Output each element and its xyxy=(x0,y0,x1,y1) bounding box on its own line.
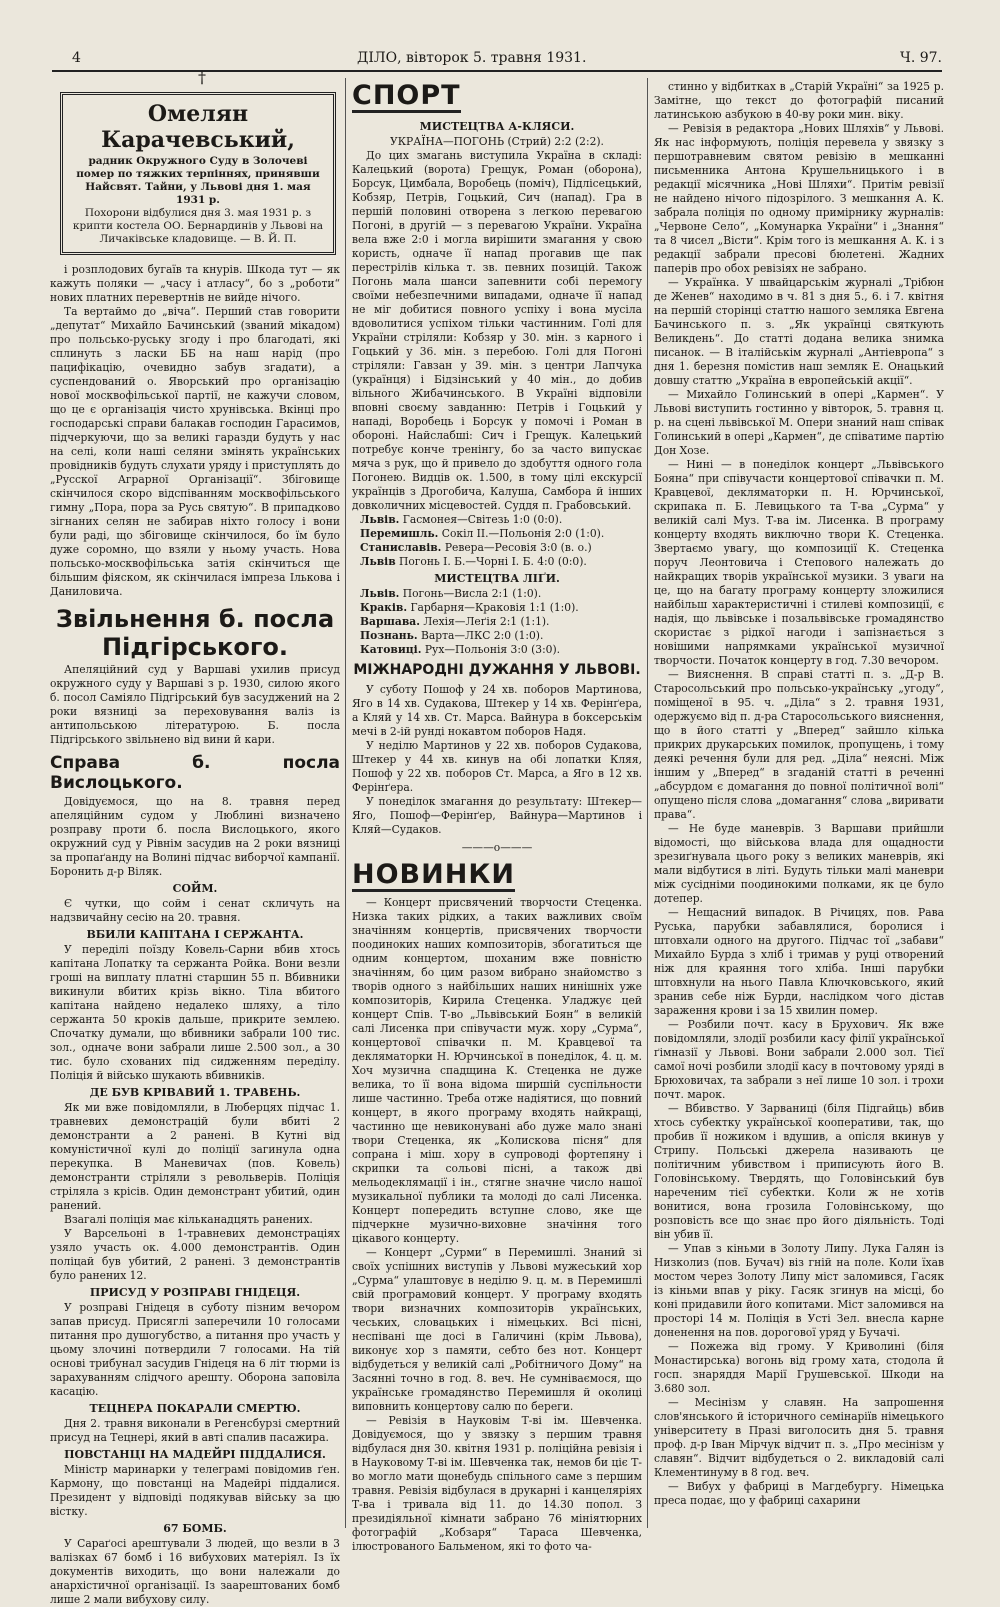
subheading: МИСТЕЦТВА А-КЛЯСИ. xyxy=(419,120,575,133)
result-score: Гасмонея—Світезь 1:0 (0:0). xyxy=(402,513,563,526)
result-line xyxy=(352,587,642,601)
article-text: — Ревізія в Науковім Т-ві ім. Шевченка. Довідуємося, що у звязку з першим травня відбулася дня 30. квітня 1931 р. поліційна ревізія і в Науковому Т-ві ім. Шевченка так, немов би ціє Т-во могло мати щонебудь спільного саме з першим травня. Ревізія відбулася в друкарні і канцеляріях Т-ва і тривала від 11. до 14.30 попол. З президіяльної кімнати забрано 76 мініятюрних фотографій „Кобзаря“ Тараса Шевченка, ілюстрованого Бальменом, які то фото ча- xyxy=(352,1414,642,1553)
article-text: — Месінізм у славян. На запрошення слов'янського й історичного семінаріїв німецького університету в Празі виголосить дня 5. травня проф. д-р Іван Мірчук відчит п. з. „Про месінізм у славян“. Відчит відбудеться о 2. викладовій салі Клементинуму в 8 год. веч. xyxy=(654,1396,944,1479)
article-text: Міністр маринарки у телеграмі повідомив ґен. Кармону, що повстанці на Мадейрі піддалися. Президент у відповіді подякував війську за цю вістку. xyxy=(50,1463,340,1518)
result-score: Погонь—Висла 2:1 (1:0). xyxy=(402,587,542,600)
article-text: — Концерт присвячений творчости Стеценка. Низка таких рідких, а таких важливих своїм значінням концертів, присвячених творчости поодиноких наших композиторів, збогатиться ще одним концертом, шоханим вже повністю значінням, бо цим разом вибрано знайомство з творів одного з найбільших наших нинішніх уже композиторів, Кирила Стеценка. Уладжує цей концерт Спів. Т-во „Львівський Боян“ в великій салі Лисенка при співучасти муж. хору „Сурма“, концертової співачки п. М. Кравцевої та декляматорки Н. Юрчинської в понеділок, 4. ц. м. Хоч музична спадщина К. Стеценка не дуже велика, то її вона відома ширшій суспільности лише частинно. Треба отже надіятися, що повний концерт, в якого програму входять найкращі, частинно ще невиконувані або дуже мало знані твори Стеценка, як „Колискова пісня“ для сопрана і міш. хору в супроводі фортепяну і скрипки та сольові пісні, а також дві мельодеклямації і ін., стягне значне число нашої музикальної публики та молоді до салі Лисенка. Концерт попередить вступне слово, яке ще підчеркне музично-виховне значіння того цікавого концерту. xyxy=(352,896,642,1245)
cross-icon: † xyxy=(198,68,206,87)
result-city: Варшава. xyxy=(360,615,420,628)
article-text: — Концерт „Сурми“ в Перемишлі. Знаний зі своїх успішних виступів у Львові мужеський хор „Сурма“ улаштовує в неділю 9. ц. м. в Перемишлі свій програмовий концерт. У програму входять твори визначних композиторів українських, чеських, словацьких і німецьких. Всі пісні, неспівані ще досі в Галичині (крім Львова), виконує хор з памяти, себто без нот. Концерт відбудеться у великій салі „Робітничого Дому“ на Засянні точно в год. 8. веч. Не сумніваємося, що українське громадянство Перемишля й околиці виповнить концертову салю по береги. xyxy=(352,1246,642,1413)
subheading: СОЙМ. xyxy=(172,882,218,895)
article-text: — Михайло Голинський в опері „Кармен“. У Львові виступить гостинно у вівторок, 5. травня ц. р. на сцені львівської М. Опери знаний наш співак Голинський в опері „Кармен“, де співатиме партію Дон Хозе. xyxy=(654,388,944,457)
article-text: У Варсельоні в 1-травневих демонстраціях узяло участь ок. 4.000 демонстрантів. Один поліцай був убитий, 2 ранені. З демонстрантів було ранених 12. xyxy=(50,1227,340,1282)
result-score: Погонь I. Б.—Чорні I. Б. 4:0 (0:0). xyxy=(399,555,587,568)
page-number: 4 xyxy=(72,50,81,66)
headline: МІЖНАРОДНІ ДУЖАННЯ У ЛЬВОВІ. xyxy=(353,662,641,678)
headline: Звільнення б. посла Підгірського. xyxy=(55,605,335,661)
result-city: Львів. xyxy=(360,513,400,526)
result-line xyxy=(352,615,642,629)
article-text: Взагалі поліція має кільканадцять ранених. xyxy=(64,1213,313,1226)
issue-number: Ч. 97. xyxy=(900,50,942,66)
article-text: — Пожежа від грому. У Криволині (біля Монастирська) вогонь від грому хата, стодола й госп. знаряддя Марії Грушевської. Шкоди на 3.680 зол. xyxy=(654,1340,944,1395)
article-text: — Вибух у фабриці в Магдебургу. Німецька преса подає, що у фабриці сахарини xyxy=(654,1480,944,1507)
section-title-news: НОВИНКИ xyxy=(352,859,515,890)
result-city: Станиславів. xyxy=(360,541,442,554)
article-text: У розправі Гнідеця в суботу пізним вечором запав присуд. Присяглі заперечили 10 голосами питання про душогубство, а питання про участь у цьому злочині потвердили 7 голосами. На тій основі трибунал засудив Гнідеця на 6 літ тюрми із зарахуванням слідчого арешту. Оборона заповіла касацію. xyxy=(50,1301,340,1398)
section-title-sport: СПОРТ xyxy=(352,80,461,111)
result-city: Львів xyxy=(360,555,396,568)
result-line xyxy=(352,513,642,527)
subheading: ПРИСУД У РОЗПРАВІ ГНІДЕЦЯ. xyxy=(89,1286,301,1299)
column-1 xyxy=(50,68,340,1607)
column-2 xyxy=(352,80,642,1554)
result-score: Сокіл II.—Польонія 2:0 (1:0). xyxy=(441,527,605,540)
obituary-box xyxy=(60,68,336,255)
article-text: Як ми вже повідомляли, в Люберцях підчас 1. травневих демонстрацій були вбиті 2 демонстранти а 2 ранені. В Кутні від комуністичної кулі до поліції загинула одна перекупка. В Маневичах (пов. Ковель) демонстранти стріляли з револьверів. Поліція стріляла з крісів. Один демонстрант убитий, один ранений. xyxy=(50,1101,340,1212)
article-text: і розплодових бугаїв та кнурів. Шкода тут — як кажуть поляки — „часу і атласу“, бо з „роботи“ нових платних перевертнів не вийде нічого. xyxy=(50,263,340,304)
article-text: У переділі поїзду Ковель-Сарни вбив хтось капітана Лопатку та сержанта Ройка. Вони везли гроші на виплату платні старшин 55 п. Вбивники викинули вбитих крізь вікно. Тіла вбитого капітана найдено недалеко шляху, а тіло сержанта 50 кроків дальше, прикрите землею. Спочатку думали, що вбивники забрали 100 тис. зол., одначе вони забрали лише 2.500 зол., а 30 тис. було схованих під сидженням переділу. Поліція й військо шукають вбивників. xyxy=(50,943,340,1082)
article-text: — Вбивство. У Зарваниці (біля Підгайць) вбив хтось субектку української кооперативи, так, що пробив її ножиком і вдушив, а опісля вкинув у Стрипу. Польські джерела називають це політичним убивством і приписують його В. Головінському. Твердять, що Головінський був нареченим тієї субектки. Коли ж не хотів вонитися, вона грозила Головінському, що розповість все що знає про його діяльність. Тоді він убив її. xyxy=(654,1102,944,1241)
page-header xyxy=(52,46,942,72)
article-text: — Розбили почт. касу в Брухович. Як вже повідомляли, злодії розбили касу філії української ґімназії у Львові. Вони забрали 2.000 зол. Тієї самої ночі розбили злодії касу в почтовому уряді в Брюховичах, та забрали з неї лише 10 зол. і трохи почт. марок. xyxy=(654,1018,944,1101)
result-city: Познань. xyxy=(360,629,418,642)
result-line xyxy=(352,527,642,541)
result-score: Гарбарня—Краковія 1:1 (1:0). xyxy=(410,601,579,614)
article-text: У суботу Пошоф у 24 хв. поборов Мартинова, Яго в 14 хв. Судакова, Штекер у 14 хв. Ферінґера, а Кляй у 14 хв. Ст. Марса. Вайнура в боксерськім мечі в 2-ій рунді нокавтом поборов Надя. xyxy=(352,683,642,738)
obituary-role: радник Окружного Суду в Золочеві xyxy=(88,155,308,167)
subheading: ТЕЦНЕРА ПОКАРАЛИ СМЕРТЮ. xyxy=(89,1402,301,1415)
obituary-funeral: Похорони відбулися дня 3. мая 1931 р. з крипти костела ОО. Бернардинів у Львові на Личаківське кладовище. — В. Й. П. xyxy=(72,207,324,245)
result-line xyxy=(352,541,642,555)
article-text: У понеділок змагання до результату: Штекер—Яго, Пошоф—Ферінґер, Вайнура—Мартинов і Кляй—Судаков. xyxy=(352,795,642,836)
match-title: УКРАЇНА—ПОГОНЬ (Стрий) 2:2 (2:2). xyxy=(390,135,604,148)
article-text: До цих змагань виступила Україна в складі: Калецький (ворота) Грещук, Роман (оборона), Борсук, Цимбала, Воробець (поміч), Підлісецький, Кобзяр, Петрів, Гоцький, Сич (напад). Гра в першій половині отворена з легкою перевагою Погоні, в другій — з перевагою України. Україна вела вже 2:0 і могла вирішити змагання у свою користь, одначе її напад прогавив ще пак перестрілів кілька т. зв. певних позицій. Також Погонь мала шанси запевнити собі перемогу своїми небезпечними випадами, одначе її напад не міг добитися повного успіху і вона мусіла вдоволитися успіхом тільки частинним. Голі для України стріляли: Кобзяр у 30. мін. з карного і Гоцький у 36. мін. з перебою. Голі для Погоні стріляли: Гавзан у 39. мін. з центри Лапчука (українця) і Бідзінський у 40 мін., до добив вільного Жибачинського. В Україні відповіли вповні своєму завданню: Петрів і Гоцький у нападі, Воробець і Борсук у помочі і Роман в обороні. Найслабші: Сич і Грещук. Калецький потребує конче тренінгу, бо за часто випускає мяча з рук, що й привело до здобуття одного гола Погонею. Видців ок. 1.500, в тому цілі екскурсії українців з Дрогобича, Калуша, Самбора й інших довколичних місцевостей. Суддя п. Грабовський. xyxy=(352,149,642,512)
obituary-name: Омелян Карачевський, xyxy=(101,101,295,153)
article-text: — Не буде маневрів. З Варшави прийшли відомості, що військова влада для ощадности зрезиґнувала цього року з великих маневрів, які мали відбутися в літі. Будуть тільки малі маневри між сусідніми поодинокими полками, як це було дотепер. xyxy=(654,822,944,905)
result-city: Катовиці. xyxy=(360,643,422,656)
article-text: У неділю Мартинов у 22 хв. поборов Судакова, Штекер у 44 хв. кинув на обі лопатки Кляя, Пошоф у 22 хв. поборов Ст. Марса, а Яго в 12 хв. Ферінґера. xyxy=(352,739,642,794)
results-list xyxy=(352,587,642,657)
results-list xyxy=(352,513,642,569)
masthead: ДІЛО, вівторок 5. травня 1931. xyxy=(357,50,587,66)
subheading: ВБИЛИ КАПІТАНА І СЕРЖАНТА. xyxy=(86,928,304,941)
headline: Справа б. посла Вислоцького. xyxy=(50,753,340,793)
result-city: Львів. xyxy=(360,587,400,600)
result-city: Перемишль. xyxy=(360,527,439,540)
result-line xyxy=(352,555,642,569)
subheading: МИСТЕЦТВА ЛІҐИ. xyxy=(434,572,560,585)
column-rule xyxy=(345,78,346,1528)
result-score: Ревера—Ресовія 3:0 (в. о.) xyxy=(444,541,592,554)
result-score: Рух—Польонія 3:0 (3:0). xyxy=(424,643,561,656)
article-text: стинно у відбитках в „Старій Україні“ за 1925 р. Замітне, що текст до фотографій писаний латинською азбукою в 40-ву роки мин. віку. xyxy=(654,80,944,121)
article-text: Апеляційний суд у Варшаві ухилив присуд окружного суду у Варшаві з р. 1930, силою якого б. посол Саміяло Підгірський був засуджений на 2 роки вязниці за переховування валіз із антипольською літературою. Б. посла Підгірського звільнено від вини й кари. xyxy=(50,663,340,746)
subheading: ПОВСТАНЦІ НА МАДЕЙРІ ПІДДАЛИСЯ. xyxy=(64,1448,326,1461)
article-text: Та вертаймо до „віча“. Перший став говорити „депутат“ Михайло Бачинський (званий мікадом) про польсько-руську згоду і про благодаті, які сплинуть з ласки ББ на наш нарід (про пацифікацію, очевидно забув згадати), а суспендований о. Яворський про організацію нової москвофільської партії, не кажучи словом, що це є організація чисто хрунівська. Вкінці про господарські справи балакав господин Гарасимов, підчеркуючи, що за великі гаразди будуть у нас на селі, коли наші селяни змінять українських провідників будуть слухати уряду і приступлять до „Русскої Аграрної Організації“. Збіговище скінчилося скоро відспіванням москвофільського гимну „Пора, пора за Русь святую“. В припадково зігнаних селян не забирав ніхто голосу і вони були раді, що збіговище скінчилося, бо їм було дуже соромно, що взяли у ньому участь. Нова польсько-москвофільська затія скінчиться ще більшим фіяском, як скінчилася імпреза Ількова і Даниловича. xyxy=(50,305,340,598)
article-text: У Сараґосі арештували 3 людей, що везли в 3 валізках 67 бомб і 16 вибухових матеріял. Із їх документів виходить, що вони належали до анархістичної організації. Із заарештованих бомб лише 2 мали вибухову силу. xyxy=(50,1537,340,1606)
result-line xyxy=(352,629,642,643)
article-text: — Нещасний випадок. В Річицях, пов. Рава Руська, парубки забавлялися, боролися і штовхали одного на другого. Підчас тої „забави“ Михайло Бурда з хліб і тримав у руці отворений ніж для краяння того хліба. Інші парубки штовхнули на нього Павла Ключковського, який зранив себе ніж Бурди, наслідком чого дістав зараження крови і за 15 хвилин помер. xyxy=(654,906,944,1017)
result-line xyxy=(352,643,642,657)
result-line xyxy=(352,601,642,615)
column-3 xyxy=(654,80,944,1508)
article-text: Є чутки, що сойм і сенат скличуть на надзвичайну сесію на 20. травня. xyxy=(50,897,340,924)
article-text: — Нині — в понеділок концерт „Львівського Бояна“ при співучасти концертової співачки п. М. Кравцевої, декляматорки п. Н. Юрчинської, скрипака п. Б. Левицького та Т-ва „Сурма“ у великій салі Муз. Т-ва ім. Лисенка. В програму концерту входять виключно твори К. Стеценка. Звертаємо увагу, що композиції К. Стеценка поруч Леонтовича і Степового належать до найкращих творів української музики. З уваги на це, що на багату програму концерту зложилися найбільш характеристичні і стилеві композиції, є надія, що львівське і позальвівське громадянство скористає з рідкої нагоди і запізнається з новішими напрямками української музичної творчости. Початок концерту в год. 7.30 вечором. xyxy=(654,458,944,667)
divider: ———o——— xyxy=(461,841,533,854)
obituary-death: помер по тяжких терпіннях, принявши Найсвят. Тайни, у Львові дня 1. мая 1931 р. xyxy=(76,168,320,206)
subheading: 67 БОМБ. xyxy=(163,1522,227,1535)
article-text: — Упав з кіньми в Золоту Липу. Лука Галян із Низколиз (пов. Бучач) віз гній на поле. Коли їхав мостом через Золоту Липу міст заломився, Гасяк із кіньми впав у ріку. Гасяк згинув на місці, бо коні придавили його копитами. Міст заломився на просторі 14 м. Поліція в Усті Зел. внесла карне доненення на пов. дорогової уряд у Бучачі. xyxy=(654,1242,944,1339)
article-text: — Ревізія в редактора „Нових Шляхів“ у Львові. Як нас інформують, поліція перевела у звязку з першотравневим святом ревізію в мешканні письменника Антона Крушельницького і в редакції місячника „Нові Шляхи“. Притім ревізії не найдено нічого підозрілого. З мешкання А. К. забрала поліція по одному примірнику журналів: „Червоне Село“, „Комунарка України“ і „Знання“ та 8 чисел „Вісти“. Крім того із мешкання А. К. і з редакції забрали пресові бюлетені. Жадних паперів про обох ревізіях не забрано. xyxy=(654,122,944,275)
column-rule xyxy=(647,78,648,1528)
article-text: Дня 2. травня виконали в Регенсбурзі смертний присуд на Тецнері, який в авті спалив пасажира. xyxy=(50,1417,340,1444)
subheading: ДЕ БУВ КРІВАВИЙ 1. ТРАВЕНЬ. xyxy=(89,1086,301,1099)
result-score: Варта—ЛКС 2:0 (1:0). xyxy=(421,629,544,642)
article-text: — Вияснення. В справі статті п. з. „Д-р В. Старосольський про польсько-українську „угоду“, поміщеної в 95. ч. „Діла“ з 2. травня 1931, одержуємо від п. д-ра Старосольського вияснення, що в його статті у „Вперед“ зайшло кілька прикрих друкарських помилок, пропущень, і тому деякі речення були для ред. „Діла“ неясні. Між іншим у „Вперед“ в згаданій статті в реченні „абсурдом є домагання до повної політичної волі“ опущено після слова „домагання“ слова „виривати права“. xyxy=(654,668,944,821)
article-text: Довідуємося, що на 8. травня перед апеляційним судом у Люблині визначено розправу проти б. посла Вислоцького, якого окружний суд у Рівнім засудив на 2 роки вязниці за пропаґанду на Волині підчас виборчої кампанії. Боронить д-р Віляк. xyxy=(50,795,340,878)
result-city: Краків. xyxy=(360,601,408,614)
result-score: Лехія—Леґія 2:1 (1:1). xyxy=(423,615,550,628)
article-text: — Українка. У швайцарськім журналі „Трібюн де Женев“ находимо в ч. 81 з дня 5., 6. і 7. квітня на першій сторінці статтю нашого земляка Евгена Бачинського п. з. „Як українці святкують Великдень“. До статті додана велика знимка писанок. — В італійськім журналі „Антіевропа“ з дня 1. березня помістив наш земляк Е. Онацький довшу статтю „Україна в европейській акції“. xyxy=(654,276,944,387)
